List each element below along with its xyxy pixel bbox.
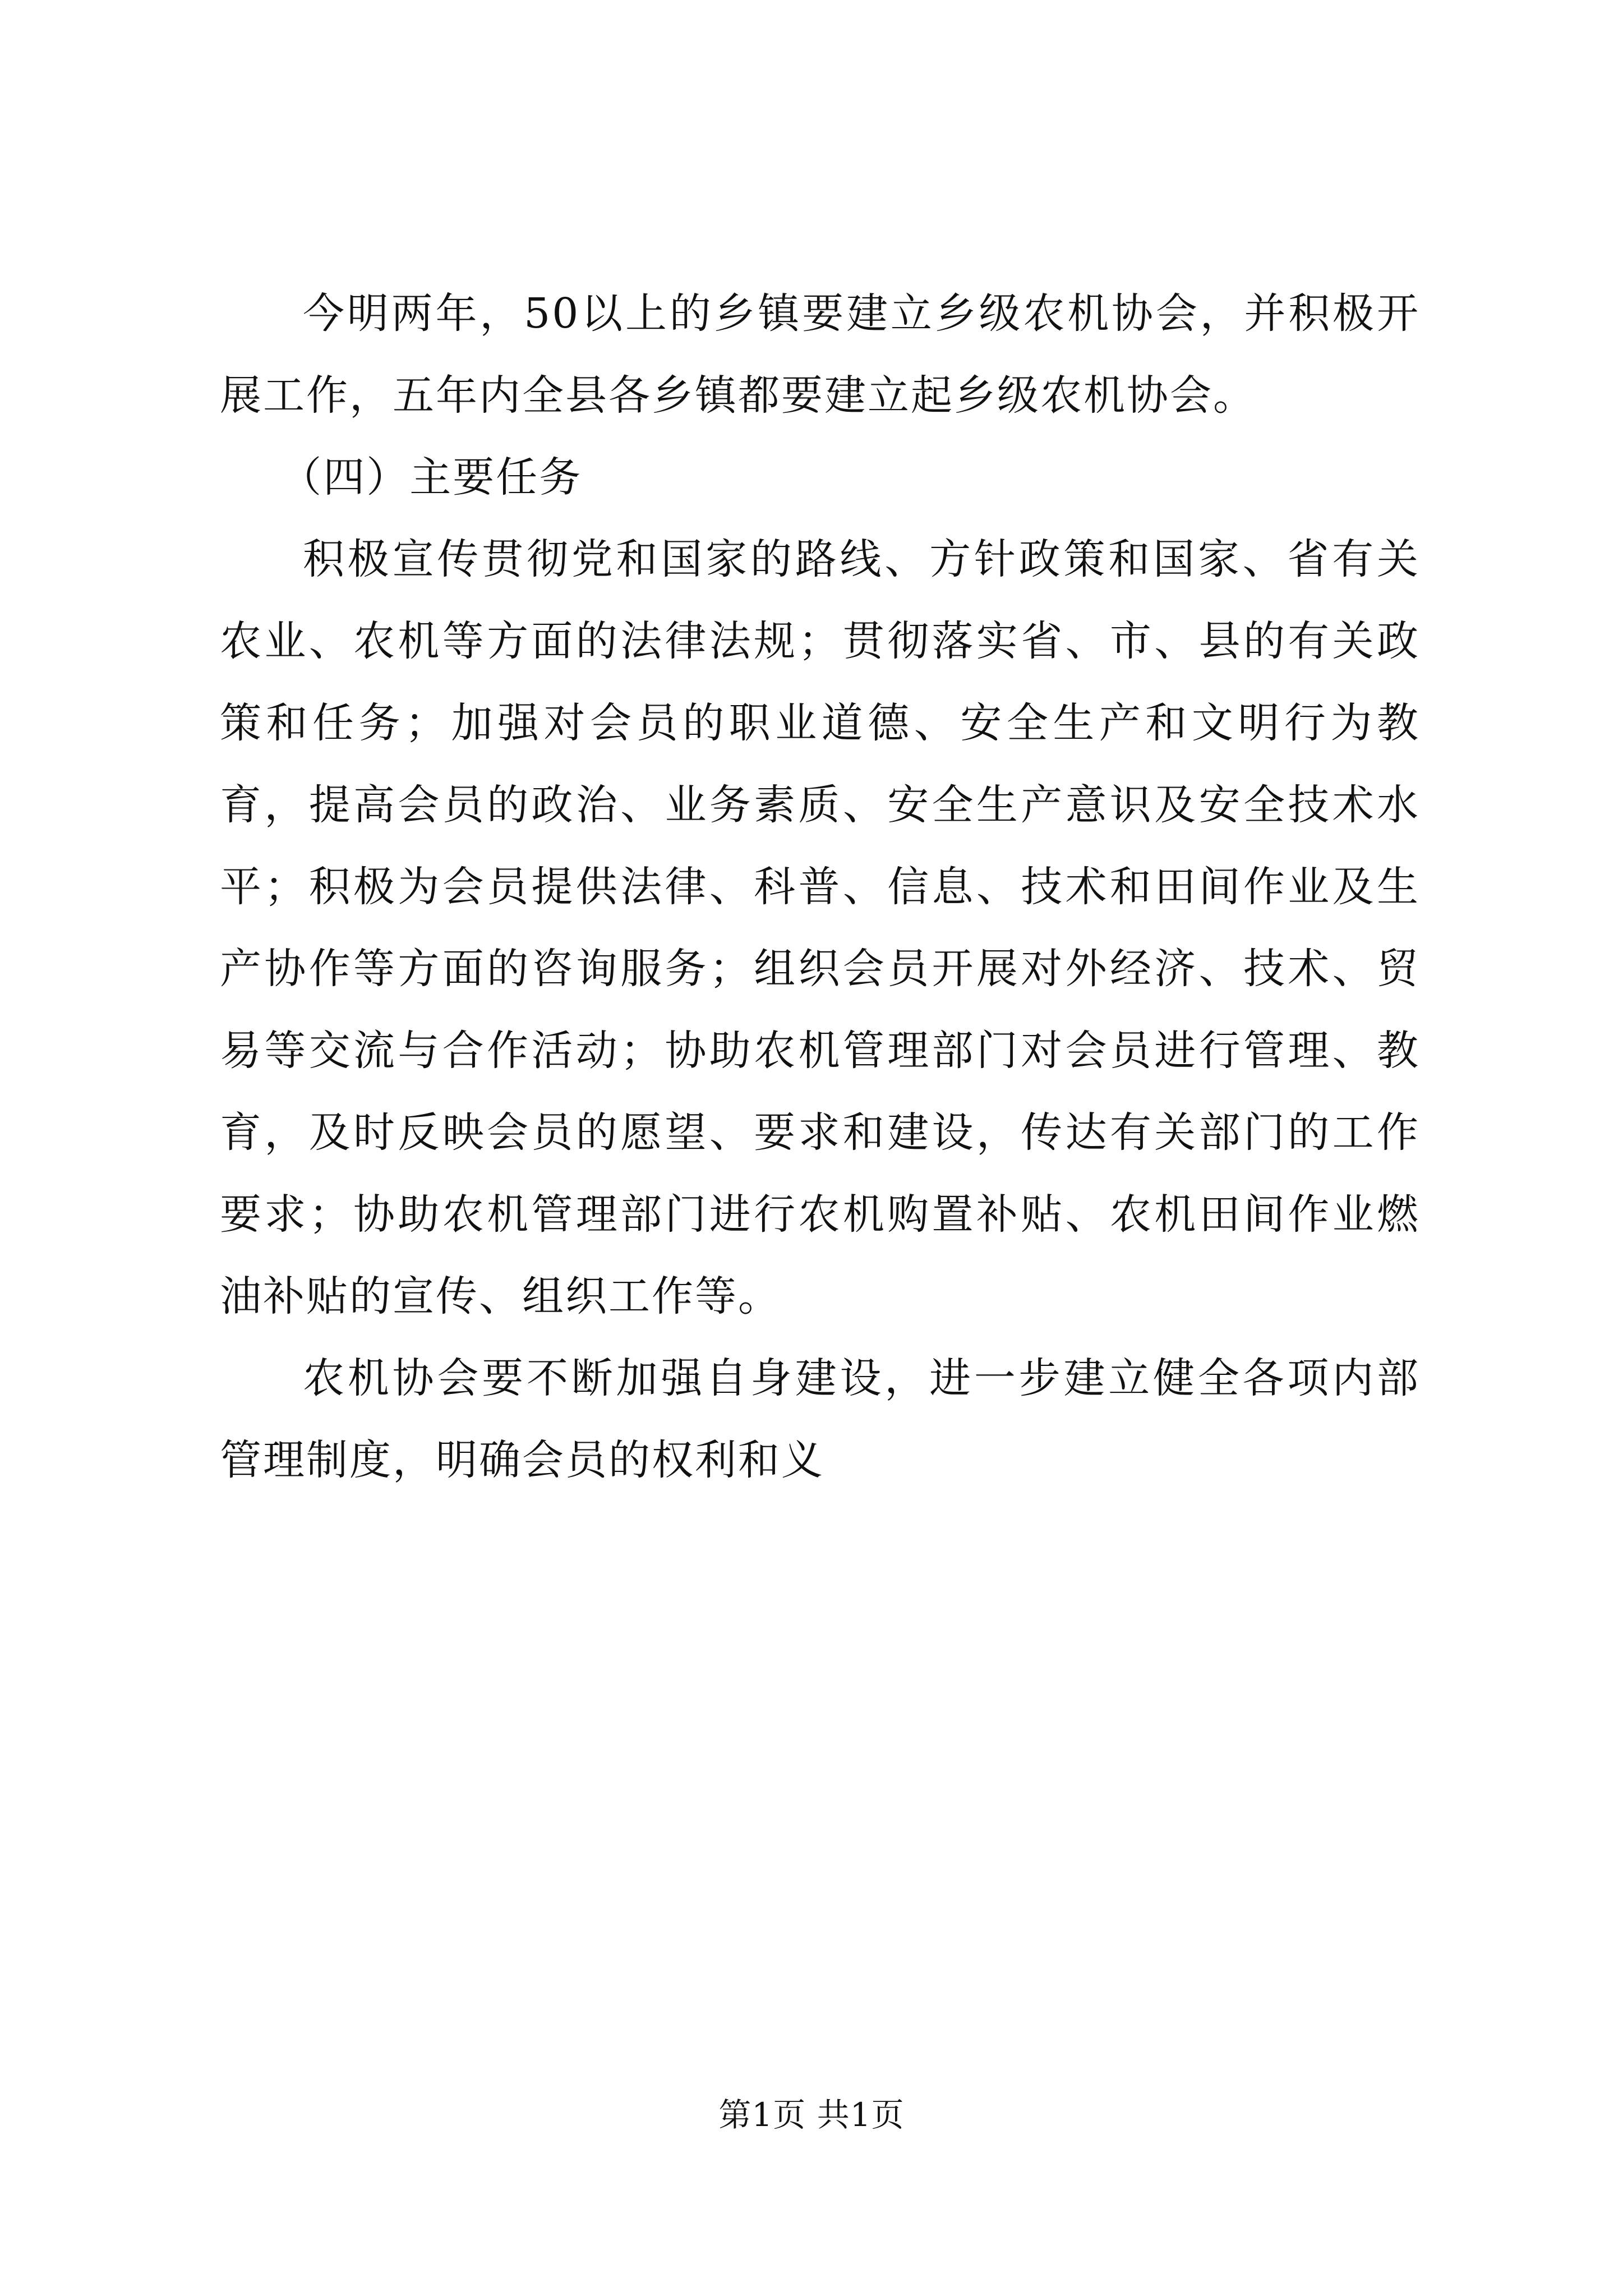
section-heading-main-tasks: （四）主要任务 — [280, 453, 583, 501]
paragraph-main-tasks: 积极宣传贯彻党和国家的路线、方针政策和国家、省有关农业、农机等方面的法律法规；贯彻落实省、市、县的有关政策和任务；加强对会员的职业道德、安全生产和文明行为教育，提高会员的政治、业务素质、安全生产意识及安全技术水平；积极为会员提供法律、科普、信息、技术和田间作业及生产协作等方面的咨询服务；组织会员开展对外经济、技术、贸易等交流与合作活动；协助农机管理部门对会员进行管理、教育，及时反映会员的愿望、要求和建设，传达有关部门的工作要求；协助农机管理部门进行农机购置补贴、农机田间作业燃油补贴的宣传、组织工作等。 — [220, 535, 1420, 1320]
page-footer: 第1页 共1页 — [718, 2096, 905, 2134]
paragraph-township-associations: 今明两年，50以上的乡镇要建立乡级农机协会，并积极开展工作，五年内全县各乡镇都要建立起乡级农机协会。 — [220, 289, 1420, 420]
document-body — [220, 273, 1420, 1501]
paragraph-self-construction: 农机协会要不断加强自身建设，进一步建立健全各项内部管理制度，明确会员的权利和义 — [220, 1354, 1420, 1484]
